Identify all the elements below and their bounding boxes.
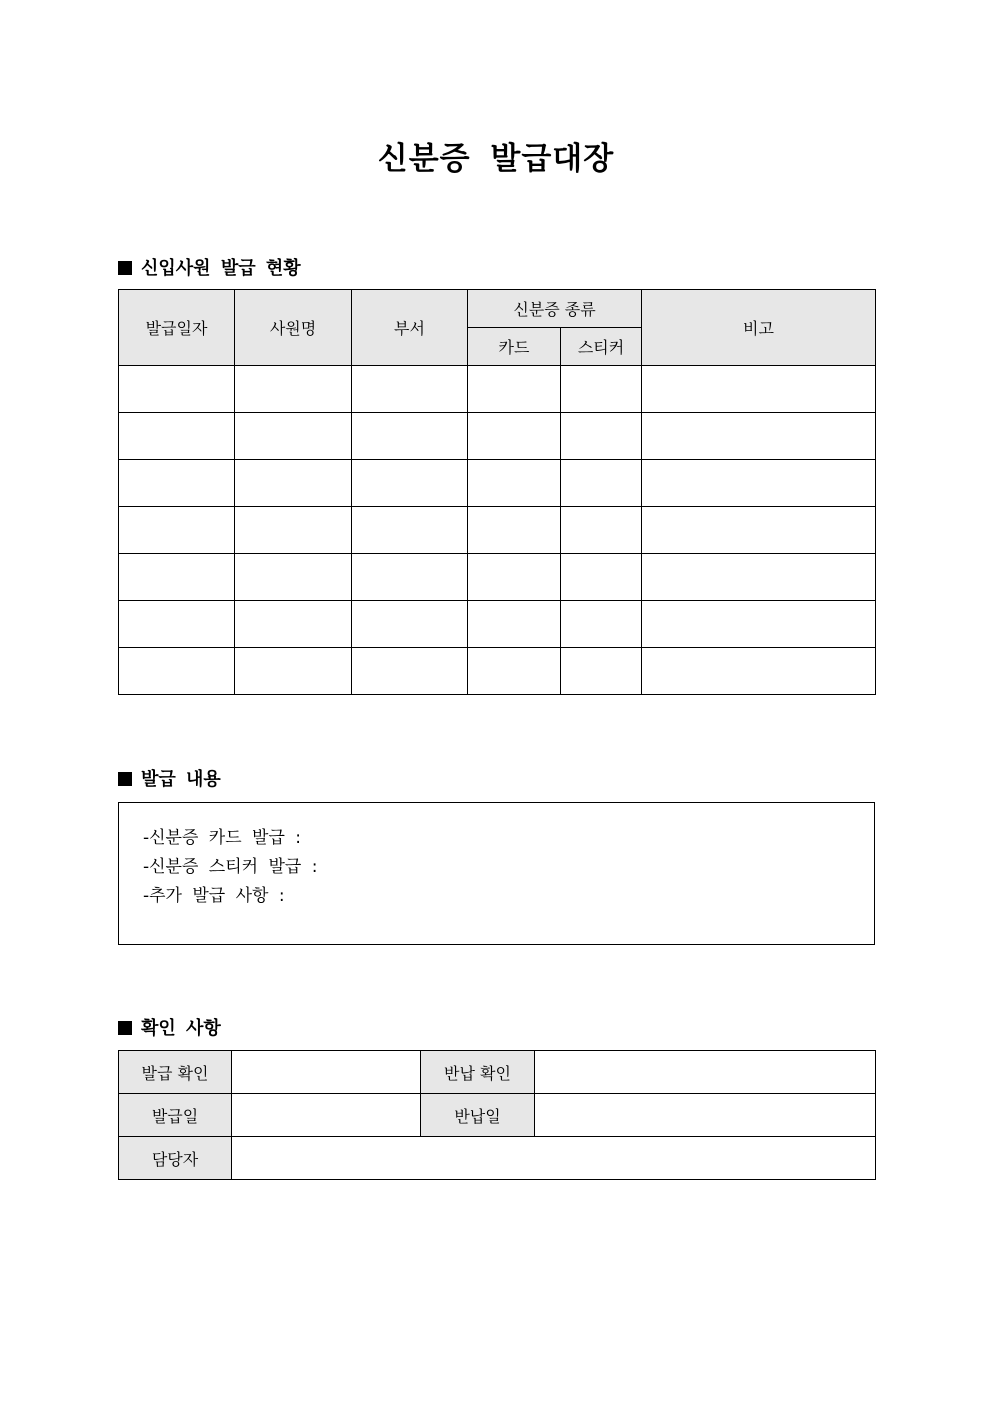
header-employee-name: 사원명 — [235, 290, 352, 366]
table-cell[interactable] — [119, 601, 235, 648]
table-cell[interactable] — [235, 507, 352, 554]
issuance-content-box — [118, 802, 875, 945]
label-return-confirm: 반납 확인 — [421, 1051, 535, 1094]
table-row — [119, 554, 876, 601]
table-row — [119, 601, 876, 648]
table-cell[interactable] — [119, 413, 235, 460]
header-department: 부서 — [352, 290, 468, 366]
label-issue-date: 발급일 — [119, 1094, 232, 1137]
table-row — [119, 1051, 876, 1094]
table-cell[interactable] — [642, 648, 876, 695]
section-heading-label: 신입사원 발급 현황 — [141, 258, 301, 279]
table-row — [119, 1094, 876, 1137]
table-cell[interactable] — [561, 507, 642, 554]
header-issue-date: 발급일자 — [119, 290, 235, 366]
table-row — [119, 460, 876, 507]
table-row — [119, 1137, 876, 1180]
table-cell[interactable] — [561, 648, 642, 695]
label-return-date: 반납일 — [421, 1094, 535, 1137]
square-bullet-icon — [118, 1021, 132, 1035]
section-heading-label: 발급 내용 — [141, 769, 221, 790]
table-cell[interactable] — [561, 460, 642, 507]
field-return-confirm[interactable] — [535, 1051, 876, 1094]
table-cell[interactable] — [352, 460, 468, 507]
table-cell[interactable] — [119, 366, 235, 413]
table-cell[interactable] — [642, 366, 876, 413]
section-heading-status — [118, 254, 301, 280]
table-cell[interactable] — [352, 601, 468, 648]
field-issue-date[interactable] — [232, 1094, 421, 1137]
table-cell[interactable] — [119, 554, 235, 601]
table-cell[interactable] — [352, 554, 468, 601]
table-row — [119, 366, 876, 413]
table-cell[interactable] — [468, 413, 561, 460]
table-cell[interactable] — [235, 601, 352, 648]
table-cell[interactable] — [468, 507, 561, 554]
table-row — [119, 413, 876, 460]
table-cell[interactable] — [235, 366, 352, 413]
table-header-row — [119, 290, 876, 328]
label-manager: 담당자 — [119, 1137, 232, 1180]
table-cell[interactable] — [468, 460, 561, 507]
table-cell[interactable] — [468, 648, 561, 695]
table-cell[interactable] — [642, 460, 876, 507]
issuance-status-table — [118, 289, 876, 695]
table-cell[interactable] — [235, 554, 352, 601]
field-return-date[interactable] — [535, 1094, 876, 1137]
table-cell[interactable] — [235, 413, 352, 460]
label-issue-confirm: 발급 확인 — [119, 1051, 232, 1094]
table-cell[interactable] — [352, 648, 468, 695]
content-line-sticker: -신분증 스티커 발급 : — [143, 857, 318, 877]
field-manager[interactable] — [232, 1137, 876, 1180]
table-cell[interactable] — [119, 507, 235, 554]
table-cell[interactable] — [561, 554, 642, 601]
header-sticker: 스티커 — [561, 328, 642, 366]
table-row — [119, 648, 876, 695]
section-heading-confirmation — [118, 1014, 221, 1040]
table-cell[interactable] — [235, 460, 352, 507]
table-cell[interactable] — [352, 366, 468, 413]
header-id-type: 신분증 종류 — [468, 290, 642, 328]
table-cell[interactable] — [561, 601, 642, 648]
content-line-card: -신분증 카드 발급 : — [143, 828, 302, 848]
table-cell[interactable] — [119, 460, 235, 507]
square-bullet-icon — [118, 261, 132, 275]
table-row — [119, 507, 876, 554]
header-note: 비고 — [642, 290, 876, 366]
table-cell[interactable] — [561, 366, 642, 413]
table-cell[interactable] — [352, 507, 468, 554]
table-cell[interactable] — [642, 507, 876, 554]
table-cell[interactable] — [561, 413, 642, 460]
table-cell[interactable] — [468, 554, 561, 601]
page-title: 신분증 발급대장 — [377, 141, 615, 177]
table-cell[interactable] — [352, 413, 468, 460]
header-card: 카드 — [468, 328, 561, 366]
section-heading-label: 확인 사항 — [141, 1018, 221, 1039]
square-bullet-icon — [118, 772, 132, 786]
table-cell[interactable] — [642, 554, 876, 601]
section-heading-content — [118, 765, 221, 791]
table-cell[interactable] — [119, 648, 235, 695]
table-cell[interactable] — [642, 601, 876, 648]
table-cell[interactable] — [468, 601, 561, 648]
table-cell[interactable] — [468, 366, 561, 413]
table-cell[interactable] — [235, 648, 352, 695]
field-issue-confirm[interactable] — [232, 1051, 421, 1094]
confirmation-table — [118, 1050, 876, 1180]
content-line-additional: -추가 발급 사항 : — [143, 886, 285, 906]
table-cell[interactable] — [642, 413, 876, 460]
